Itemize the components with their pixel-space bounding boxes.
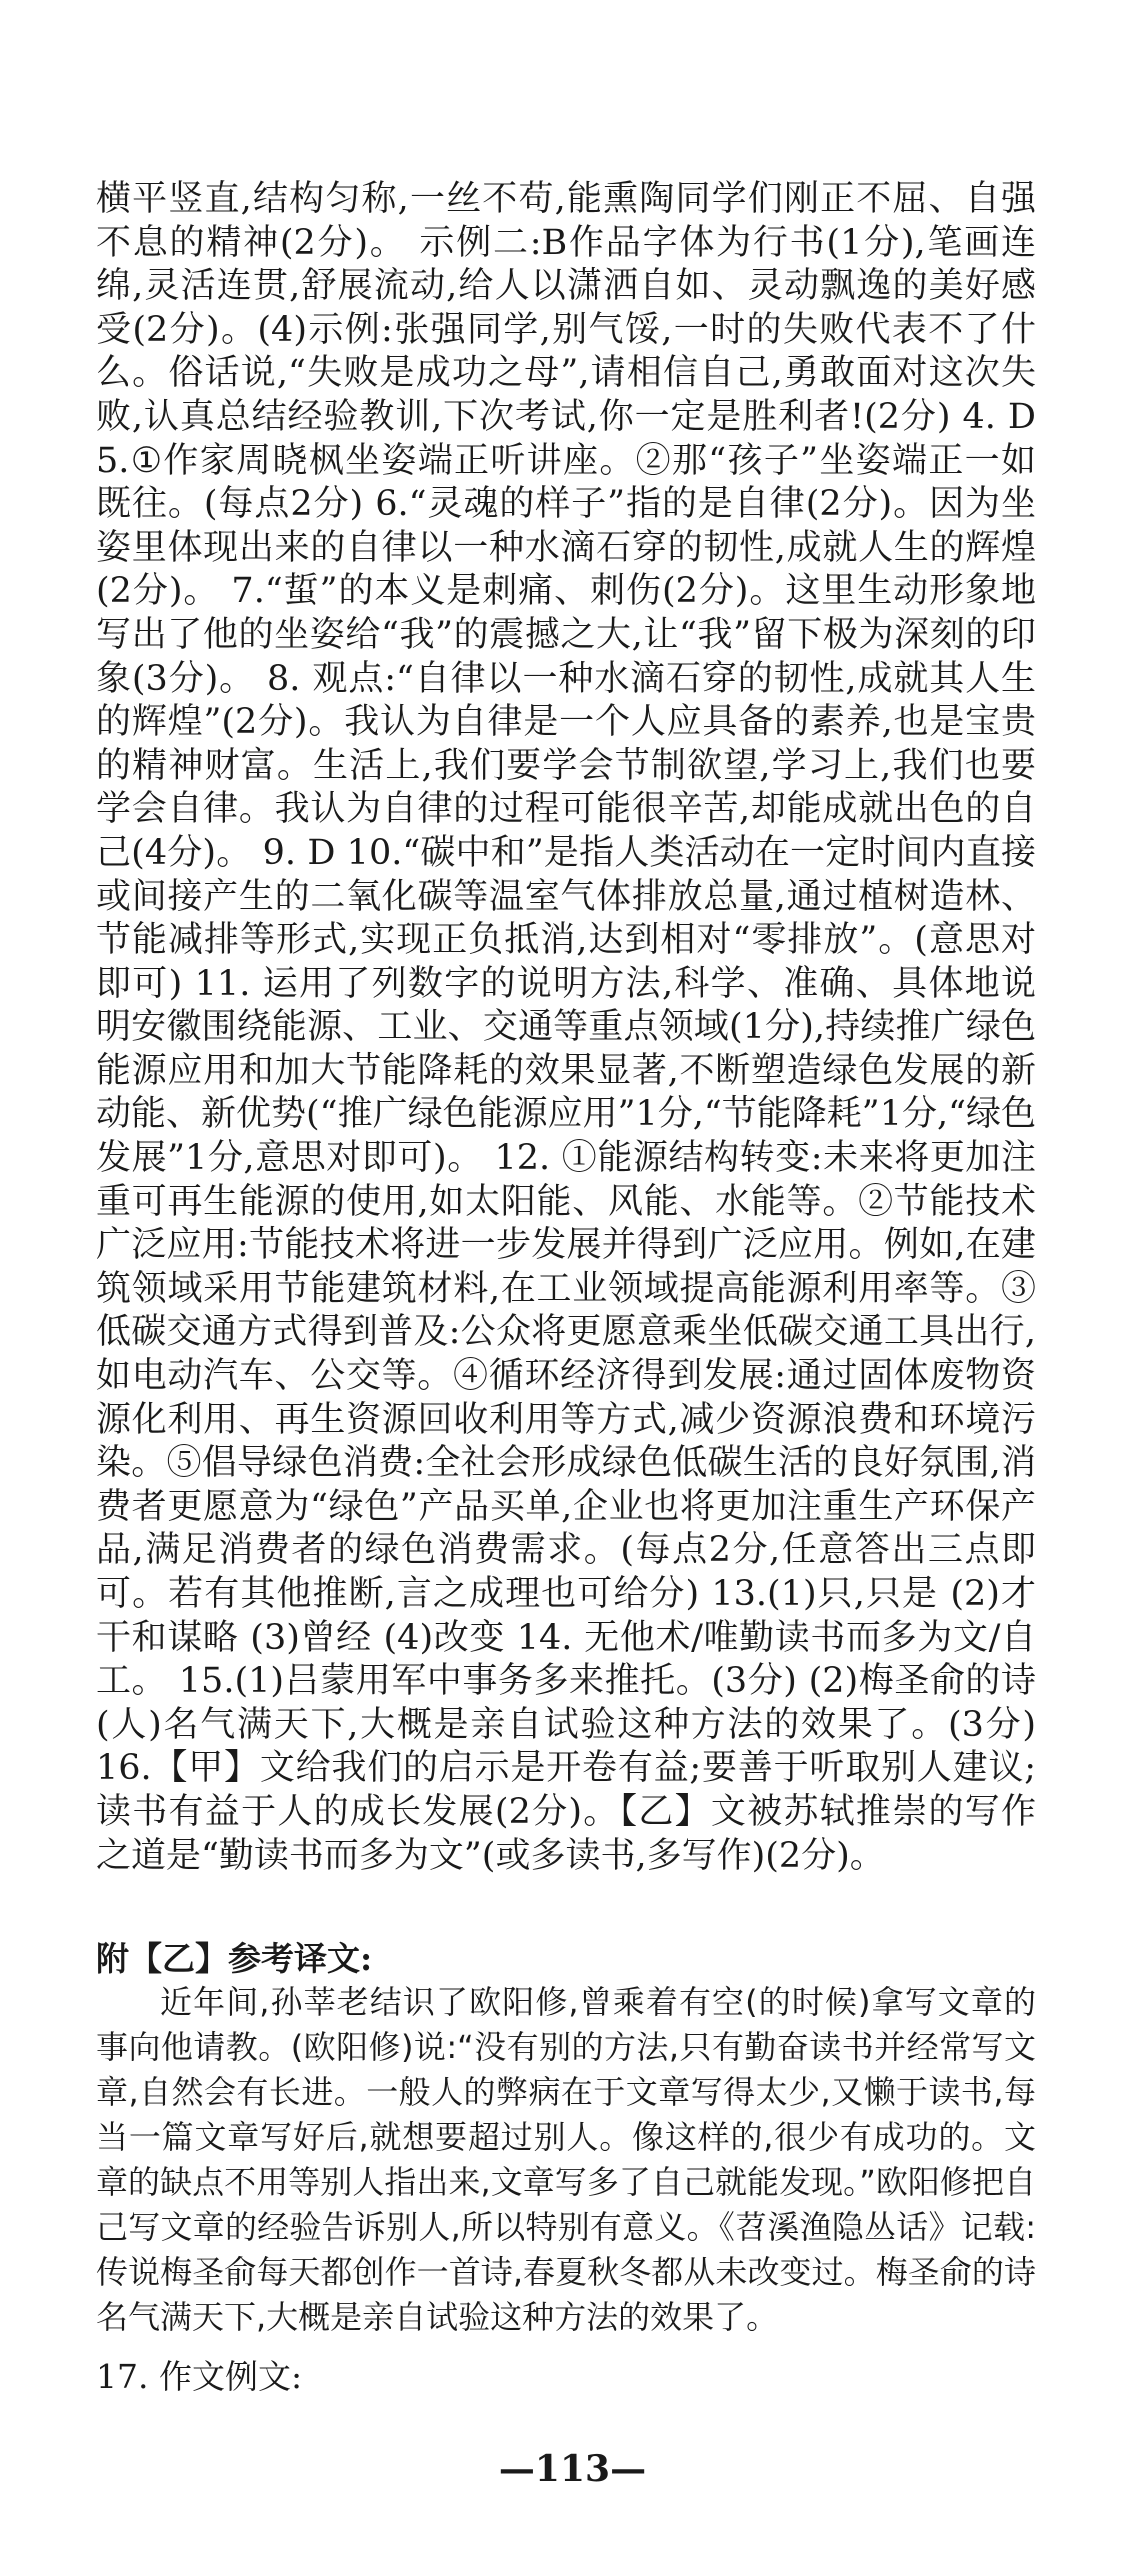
- answer-key-text: [96, 178, 1036, 1878]
- translation-paragraph: 近年间,孙莘老结识了欧阳修,曾乘着有空(的时候)拿写文章的事向他请教。(欧阳修)说:“没有别的方法,只有勤奋读书并经常写文章,自然会有长进。一般人的弊病在于文章写得太少,又懒于读书,每当一篇文章写好后,就想要超过别人。像这样的,很少有成功的。文章的缺点不用等别人指出来,文章写多了自己就能发现。”欧阳修把自己写文章的经验告诉别人,所以特别有意义。《苕溪渔隐丛话》记载:传说梅圣俞每天都创作一首诗,春夏秋冬都从未改变过。梅圣俞的诗名气满天下,大概是亲自试验这种方法的效果了。: [96, 1983, 1036, 2336]
- translation-block: [96, 1980, 1036, 2340]
- answer-paragraph: 横平竖直,结构匀称,一丝不苟,能熏陶同学们刚正不屈、自强不息的精神(2分)。 示例二:B作品字体为行书(1分),笔画连绵,灵活连贯,舒展流动,给人以潇洒自如、灵动飘逸的美好感受(2分)。(4)示例:张强同学,别气馁,一时的失败代表不了什么。俗话说,“失败是成功之母”,请相信自己,勇敢面对这次失败,认真总结经验教训,下次考试,你一定是胜利者!(2分) 4. D 5.①作家周晓枫坐姿端正听讲座。②那“孩子”坐姿端正一如既往。(每点2分) 6.“灵魂的样子”指的是自律(2分)。因为坐姿里体现出来的自律以一种水滴石穿的韧性,成就人生的辉煌(2分)。 7.“蜇”的本义是刺痛、刺伤(2分)。这里生动形象地写出了他的坐姿给“我”的震撼之大,让“我”留下极为深刻的印象(3分)。 8. 观点:“自律以一种水滴石穿的韧性,成就其人生的辉煌”(2分)。我认为自律是一个人应具备的素养,也是宝贵的精神财富。生活上,我们要学会节制欲望,学习上,我们也要学会自律。我认为自律的过程可能很辛苦,却能成就出色的自己(4分)。 9. D 10.“碳中和”是指人类活动在一定时间内直接或间接产生的二氧化碳等温室气体排放总量,通过植树造林、节能减排等形式,实现正负抵消,达到相对“零排放”。(意思对即可) 11. 运用了列数字的说明方法,科学、准确、具体地说明安徽围绕能源、工业、交通等重点领域(1分),持续推广绿色能源应用和加大节能降耗的效果显著,不断塑造绿色发展的新动能、新优势(“推广绿色能源应用”1分,“节能降耗”1分,“绿色发展”1分,意思对即可)。 12. ①能源结构转变:未来将更加注重可再生能源的使用,如太阳能、风能、水能等。②节能技术广泛应用:节能技术将进一步发展并得到广泛应用。例如,在建筑领域采用节能建筑材料,在工业领域提高能源利用率等。③低碳交通方式得到普及:公众将更愿意乘坐低碳交通工具出行,如电动汽车、公交等。④循环经济得到发展:通过固体废物资源化利用、再生资源回收利用等方式,减少资源浪费和环境污染。⑤倡导绿色消费:全社会形成绿色低碳生活的良好氛围,消费者更愿意为“绿色”产品买单,企业也将更加注重生产环保产品,满足消费者的绿色消费需求。(每点2分,任意答出三点即可。若有其他推断,言之成理也可给分) 13.(1)只,只是 (2)才干和谋略 (3)曾经 (4)改变 14. 无他术/唯勤读书而多为文/自工。 15.(1)吕蒙用军中事务多来推托。(3分) (2)梅圣俞的诗(人)名气满天下,大概是亲自试验这种方法的效果了。(3分) 16.【甲】文给我们的启示是开卷有益;要善于听取别人建议;读书有益于人的成长发展(2分)。【乙】文被苏轼推崇的写作之道是“勤读书而多为文”(或多读书,多写作)(2分)。: [96, 179, 1036, 1876]
- page-number: —113—: [498, 2448, 647, 2490]
- appendix-title: 附【乙】参考译文:: [96, 1939, 373, 1978]
- essay-heading: 17. 作文例文:: [96, 2357, 303, 2396]
